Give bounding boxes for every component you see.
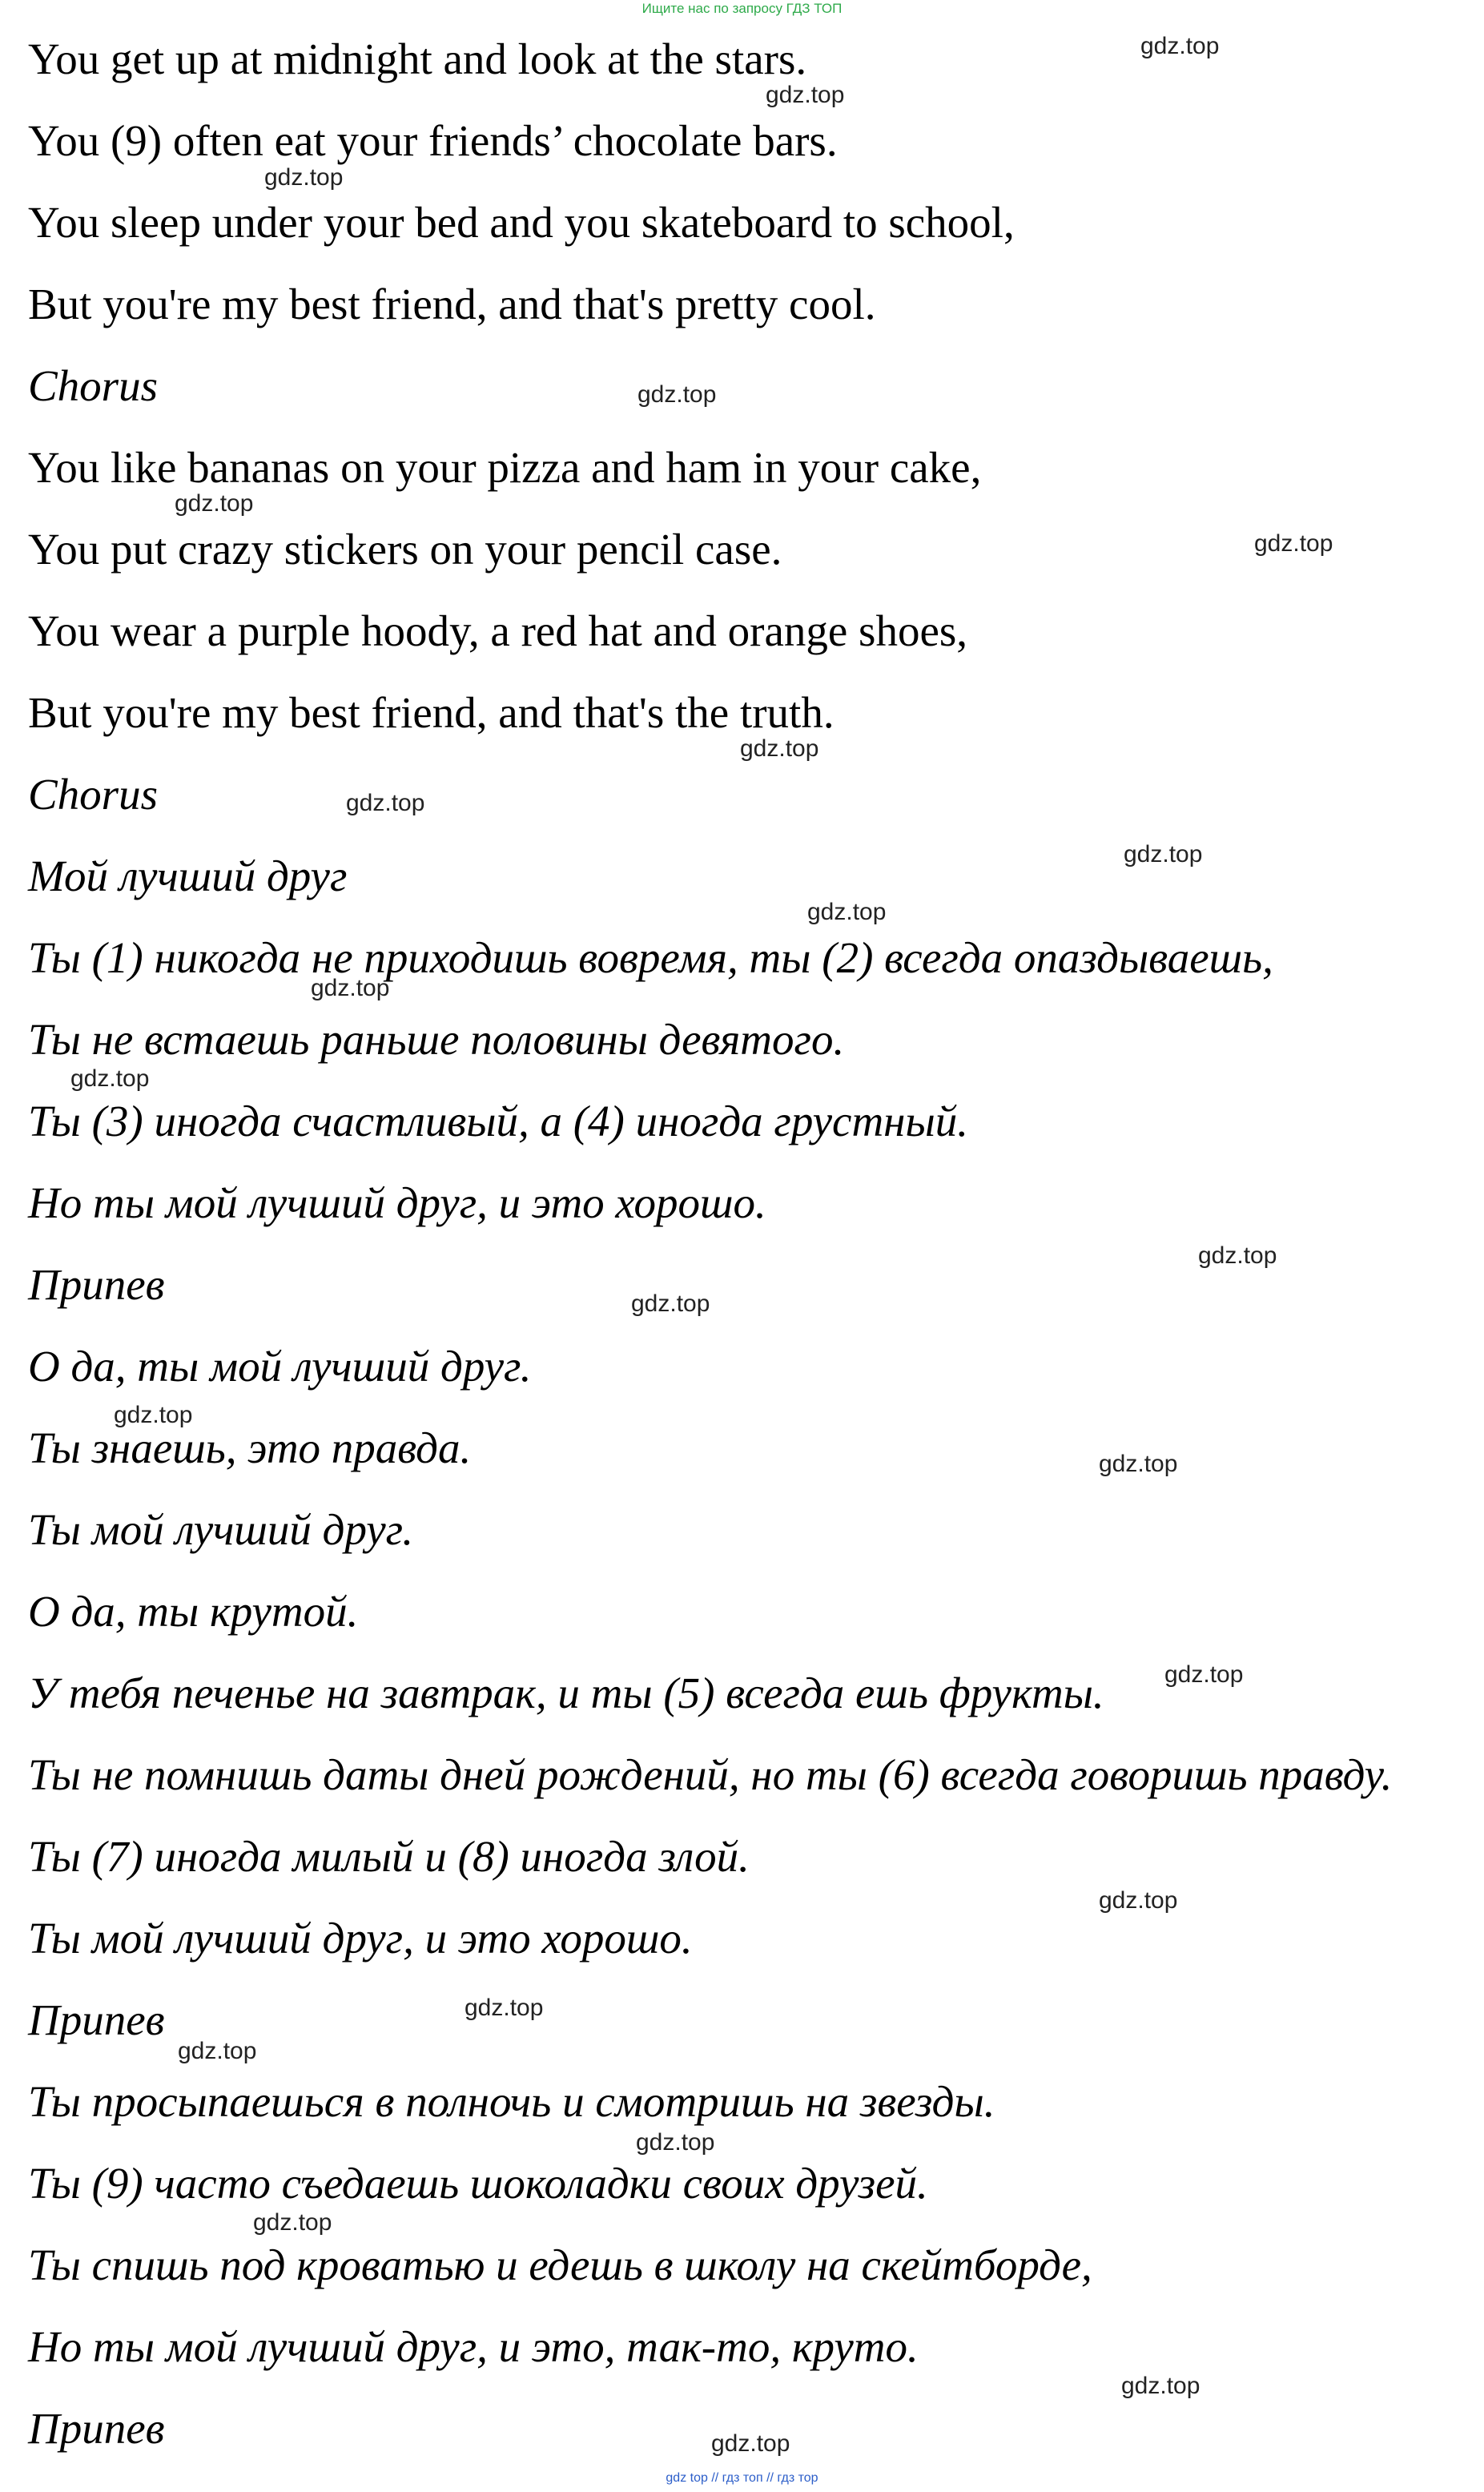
text-line: Ты (7) иногда милый и (8) иногда злой.	[28, 1832, 750, 1881]
watermark: gdz.top	[1198, 1242, 1277, 1269]
watermark: gdz.top	[636, 2129, 715, 2156]
text-line: Припев	[28, 1995, 165, 2044]
text-line: Припев	[28, 1260, 165, 1309]
text-line: Ты мой лучший друг, и это хорошо.	[28, 1914, 693, 1963]
watermark: gdz.top	[711, 2430, 790, 2457]
watermark: gdz.top	[807, 899, 887, 925]
watermark: gdz.top	[346, 790, 425, 816]
text-line: Ты просыпаешься в полночь и смотришь на звезды.	[28, 2077, 995, 2126]
watermark: gdz.top	[631, 1290, 710, 1317]
text-line: You like bananas on your pizza and ham in your cake,	[28, 443, 982, 492]
watermark: gdz.top	[465, 1995, 544, 2021]
watermark: gdz.top	[264, 164, 344, 191]
watermark: gdz.top	[740, 735, 819, 762]
text-line: You sleep under your bed and you skateboard to school,	[28, 198, 1015, 247]
text-line: You (9) often eat your friends’ chocolate bars.	[28, 116, 838, 165]
text-line: У тебя печенье на завтрак, и ты (5) всегда ешь фрукты.	[28, 1669, 1104, 1717]
text-line: You get up at midnight and look at the stars.	[28, 34, 807, 83]
text-line: Chorus	[28, 770, 158, 819]
text-line: Ты (3) иногда счастливый, а (4) иногда грустный.	[28, 1097, 968, 1145]
text-line: But you're my best friend, and that's pretty cool.	[28, 280, 876, 328]
text-line: You wear a purple hoody, a red hat and orange shoes,	[28, 606, 968, 655]
watermark: gdz.top	[70, 1065, 150, 1092]
text-line: You put crazy stickers on your pencil case.	[28, 525, 782, 574]
text-line: Мой лучший друг	[28, 851, 348, 900]
watermark: gdz.top	[178, 2038, 257, 2064]
watermark: gdz.top	[311, 975, 390, 1001]
footer-banner: gdz top // гдз топ // гдз тор	[666, 2471, 818, 2485]
watermark: gdz.top	[637, 381, 717, 408]
text-line: Ты не помнишь даты дней рождений, но ты (6) всегда говоришь правду.	[28, 1750, 1393, 1799]
text-line: Ты (9) часто съедаешь шоколадки своих друзей.	[28, 2159, 928, 2208]
watermark: gdz.top	[175, 490, 254, 517]
watermark: gdz.top	[1164, 1661, 1244, 1688]
text-line: Ты знаешь, это правда.	[28, 1423, 472, 1472]
watermark: gdz.top	[766, 82, 845, 108]
watermark: gdz.top	[114, 1402, 193, 1428]
text-line: О да, ты мой лучший друг.	[28, 1342, 532, 1391]
text-line: Ты спишь под кроватью и едешь в школу на скейтборде,	[28, 2240, 1092, 2289]
watermark: gdz.top	[253, 2209, 332, 2236]
text-line: Ты не встаешь раньше половины девятого.	[28, 1015, 845, 1064]
text-line: Но ты мой лучший друг, и это, так-то, круто.	[28, 2322, 919, 2371]
text-line: Но ты мой лучший друг, и это хорошо.	[28, 1178, 766, 1227]
watermark: gdz.top	[1121, 2373, 1200, 2399]
watermark: gdz.top	[1254, 530, 1333, 557]
watermark: gdz.top	[1140, 33, 1220, 59]
watermark: gdz.top	[1099, 1451, 1178, 1477]
text-line: О да, ты крутой.	[28, 1587, 359, 1636]
text-line: But you're my best friend, and that's the truth.	[28, 688, 834, 737]
text-line: Ты мой лучший друг.	[28, 1505, 414, 1554]
text-line: Chorus	[28, 361, 158, 410]
text-line: Ты (1) никогда не приходишь вовремя, ты (2) всегда опаздываешь,	[28, 933, 1273, 982]
text-line: Припев	[28, 2404, 165, 2453]
top-search-banner: Ищите нас по запросу ГДЗ ТОП	[641, 1, 843, 16]
watermark: gdz.top	[1099, 1887, 1178, 1914]
watermark: gdz.top	[1124, 841, 1203, 868]
